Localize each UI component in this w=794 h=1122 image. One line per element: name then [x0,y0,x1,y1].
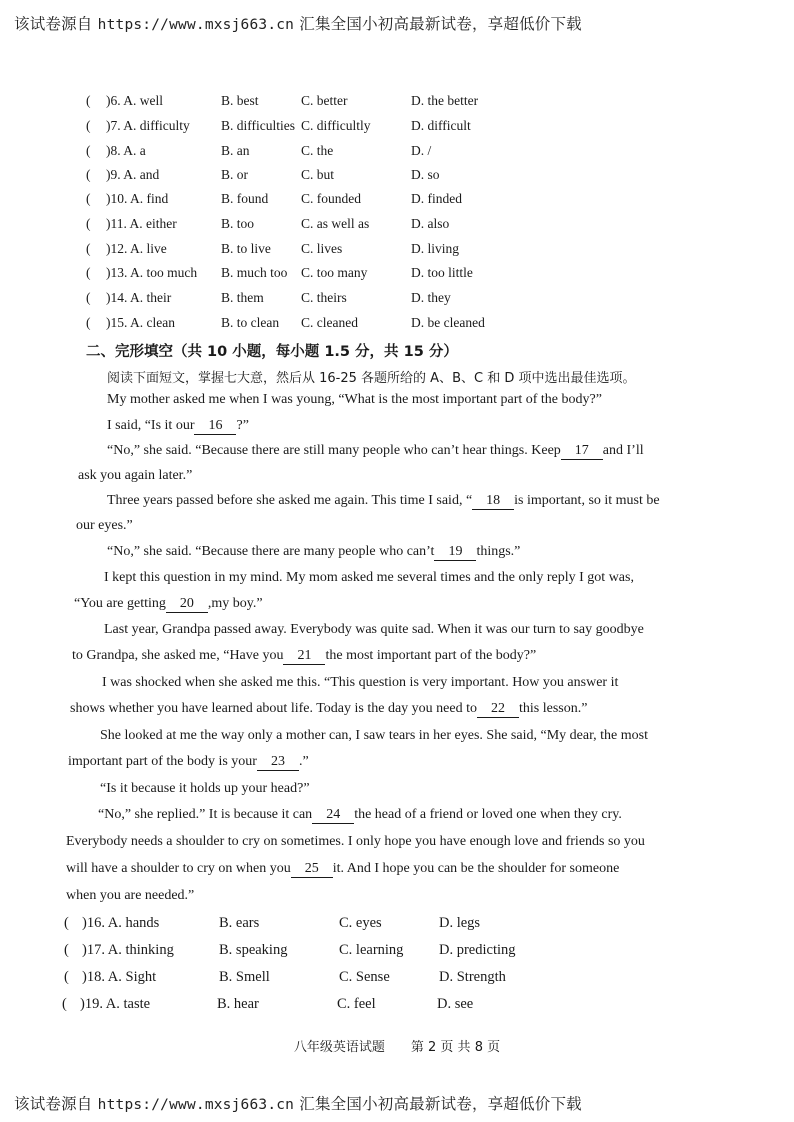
passage-line [107,493,660,510]
passage-line: “Is it because it holds up your head?” [100,781,310,796]
passage-line [66,861,619,878]
passage-text: it. And I hope you can be the shoulder for someone [332,861,620,876]
blank-24[interactable]: 24 [312,807,354,824]
answer-paren[interactable]: ( [86,191,91,206]
option-b: B. or [221,167,248,182]
option-d: D. too little [411,265,473,280]
passage-text: is important, so it must be [514,493,660,508]
passage-text: Three years passed before she asked me again. This time I said, “ [107,493,473,508]
blank-17[interactable]: 17 [561,443,603,460]
option-b: B. an [221,143,250,158]
option-b: B. speaking [219,942,288,958]
option-b: B. found [221,191,269,206]
option-a: )19. A. taste [80,996,151,1012]
banner-suffix: 汇集全国小初高最新试卷，享超低价下载 [299,15,582,33]
option-c: C. as well as [301,216,370,231]
answer-paren[interactable]: ( [86,216,91,231]
passage-line: She looked at me the way only a mother can, I saw tears in her eyes. She said, “My dear, the most [100,728,649,743]
option-c: C. but [301,167,335,182]
option-c: C. theirs [301,290,347,305]
option-a: )13. A. too much [106,265,198,280]
passage-line [107,443,644,460]
answer-paren[interactable]: ( [64,969,69,985]
passage-line: I was shocked when she asked me this. “This question is very important. How you answer it [102,675,619,690]
option-a: )7. A. difficulty [106,118,190,133]
passage-line: ask you again later.” [78,468,193,483]
blank-18[interactable]: 18 [472,493,514,510]
passage-line: I kept this question in my mind. My mom asked me several times and the only reply I got was, [104,570,634,585]
banner-url[interactable]: https://www.mxsj663.cn [97,17,295,33]
answer-paren[interactable]: ( [62,996,67,1012]
answer-paren[interactable]: ( [86,118,91,133]
blank-19[interactable]: 19 [434,544,476,561]
blank-23[interactable]: 23 [257,754,299,771]
option-a: )9. A. and [106,167,160,182]
passage-text: and I’ll [602,443,644,458]
passage-line [98,807,622,824]
option-d: D. legs [439,915,481,931]
option-c: C. learning [339,942,404,958]
banner-prefix: 该试卷源自 [14,15,93,33]
option-d: D. living [411,241,460,256]
option-c: C. cleaned [301,315,358,330]
passage-text: important part of the body is your [68,754,257,769]
section-instruction: 阅读下面短文，掌握七大意，然后从 16-25 各题所给的 A、B、C 和 D 项中选出最佳选项。 [107,371,636,386]
answer-paren[interactable]: ( [86,241,91,256]
option-b: B. difficulties [221,118,295,133]
passage-line: My mother asked me when I was young, “What is the most important part of the body?” [107,392,602,407]
answer-paren[interactable]: ( [86,265,91,280]
blank-16[interactable]: 16 [194,418,236,435]
option-a: )15. A. clean [106,315,175,330]
option-b: B. them [221,290,264,305]
banner-suffix: 汇集全国小初高最新试卷，享超低价下载 [299,1095,582,1113]
option-a: )17. A. thinking [82,942,174,958]
passage-text: will have a shoulder to cry on when you [66,861,291,876]
passage-text: things.” [476,544,521,559]
passage-line: Last year, Grandpa passed away. Everybody was quite sad. When it was our turn to say goodbye [104,622,644,637]
option-c: C. lives [301,241,343,256]
passage-line [72,648,536,665]
option-c: C. better [301,93,348,108]
page-footer: 八年级英语试题 第 2 页 共 8 页 [293,1040,501,1055]
option-c: C. eyes [339,915,382,931]
option-a: )16. A. hands [82,915,160,931]
option-d: D. the better [411,93,479,108]
option-b: B. much too [221,265,288,280]
option-c: C. difficultly [301,118,371,133]
section-heading-cloze: 二、完形填空（共 10 小题，每小题 1.5 分，共 15 分） [86,344,458,360]
option-d: D. Strength [439,969,506,985]
answer-paren[interactable]: ( [86,315,91,330]
passage-text: “You are getting [74,596,166,611]
passage-text: to Grandpa, she asked me, “Have you [72,648,284,663]
option-b: B. too [221,216,255,231]
option-d: D. / [411,143,432,158]
option-c: C. Sense [339,969,390,985]
option-a: )6. A. well [106,93,163,108]
passage-text: ,my boy.” [207,596,263,611]
source-banner-bottom [14,1092,582,1114]
passage-text: the most important part of the body?” [325,648,537,663]
option-a: )18. A. Sight [82,969,157,985]
option-d: D. predicting [439,942,516,958]
option-c: C. feel [337,996,376,1012]
option-b: B. to live [221,241,271,256]
answer-paren[interactable]: ( [64,915,69,931]
answer-paren[interactable]: ( [86,167,91,182]
passage-text: “No,” she said. “Because there are still many people who can’t hear things. Keep [107,443,561,458]
passage-text: .” [298,754,309,769]
blank-22[interactable]: 22 [477,701,519,718]
option-b: B. to clean [221,315,280,330]
blank-25[interactable]: 25 [291,861,333,878]
passage-line [107,544,520,561]
option-b: B. Smell [219,969,270,985]
passage-text: “No,” she replied.” It is because it can [98,807,313,822]
answer-paren[interactable]: ( [64,942,69,958]
blank-21[interactable]: 21 [283,648,325,665]
option-b: B. ears [219,915,260,931]
option-d: D. see [437,996,474,1012]
banner-url[interactable]: https://www.mxsj663.cn [97,1097,295,1113]
banner-prefix: 该试卷源自 [14,1095,93,1113]
source-banner-top [14,12,582,34]
option-b: B. best [221,93,259,108]
passage-line [70,701,587,718]
option-a: )14. A. their [106,290,172,305]
option-a: )12. A. live [106,241,167,256]
option-c: C. too many [301,265,368,280]
passage-line: our eyes.” [76,518,133,533]
answer-paren[interactable]: ( [86,93,91,108]
answer-paren[interactable]: ( [86,143,91,158]
option-d: D. so [411,167,440,182]
option-a: )11. A. either [106,216,177,231]
option-d: D. be cleaned [411,315,485,330]
passage-line [107,418,249,435]
passage-text: shows whether you have learned about life. Today is the day you need to [70,701,477,716]
option-d: D. finded [411,191,462,206]
passage-text: ?” [236,418,249,433]
option-a: )10. A. find [106,191,169,206]
passage-text: “No,” she said. “Because there are many people who can’t [107,544,435,559]
blank-20[interactable]: 20 [166,596,208,613]
option-c: C. founded [301,191,361,206]
option-d: D. difficult [411,118,471,133]
option-a: )8. A. a [106,143,146,158]
passage-text: I said, “Is it our [107,418,195,433]
option-b: B. hear [217,996,259,1012]
passage-line [68,754,309,771]
answer-paren[interactable]: ( [86,290,91,305]
option-d: D. also [411,216,450,231]
passage-text: this lesson.” [518,701,588,716]
passage-text: the head of a friend or loved one when they cry. [354,807,622,822]
passage-line [74,596,263,613]
option-c: C. the [301,143,334,158]
passage-line: when you are needed.” [66,888,195,903]
passage-line: Everybody needs a shoulder to cry on sometimes. I only hope you have enough love and friends so you [66,834,645,849]
option-d: D. they [411,290,451,305]
